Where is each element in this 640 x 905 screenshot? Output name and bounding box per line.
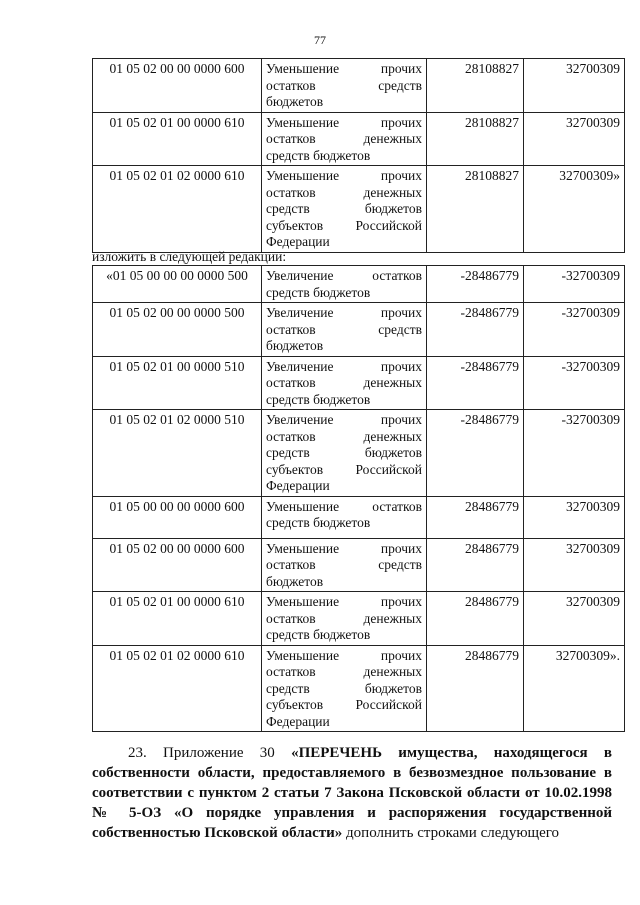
amount-year-1: 28108827	[427, 112, 524, 166]
amount-year-1: 28486779	[427, 538, 524, 592]
budget-item-name: Увеличение прочих остатков денежных средств бюджетов субъектов Российской Федерации	[262, 410, 427, 497]
table-row	[93, 496, 625, 538]
budget-item-name: Уменьшение прочих остатков денежных средств бюджетов субъектов Российской Федерации	[262, 645, 427, 732]
budget-item-name: Увеличение остатков средств бюджетов	[262, 266, 427, 303]
amount-year-1: 28108827	[427, 59, 524, 113]
amount-year-2: 32700309	[524, 592, 625, 646]
budget-item-name: Уменьшение прочих остатков денежных средств бюджетов субъектов Российской Федерации	[262, 166, 427, 253]
budget-item-name: Уменьшение прочих остатков денежных средств бюджетов	[262, 112, 427, 166]
budget-code: 01 05 02 01 00 0000 510	[93, 356, 262, 410]
budget-code: 01 05 02 01 00 0000 610	[93, 112, 262, 166]
table-row	[93, 112, 625, 166]
budget-item-name: Увеличение прочих остатков средств бюджетов	[262, 303, 427, 357]
table-row	[93, 592, 625, 646]
amount-year-2: 32700309».	[524, 645, 625, 732]
amount-year-2: 32700309»	[524, 166, 625, 253]
amount-year-1: -28486779	[427, 266, 524, 303]
amount-year-2: -32700309	[524, 303, 625, 357]
amount-year-1: 28486779	[427, 592, 524, 646]
amount-year-1: -28486779	[427, 303, 524, 357]
budget-table-new	[92, 265, 625, 732]
table-row	[93, 356, 625, 410]
budget-item-name: Уменьшение прочих остатков средств бюджетов	[262, 59, 427, 113]
amount-year-2: 32700309	[524, 112, 625, 166]
paragraph-tail: дополнить строками следующего	[346, 825, 560, 841]
page-number: 77	[314, 33, 326, 47]
table-row	[93, 645, 625, 732]
amount-year-2: -32700309	[524, 410, 625, 497]
amount-year-1: -28486779	[427, 410, 524, 497]
amount-year-2: 32700309	[524, 59, 625, 113]
amount-year-1: -28486779	[427, 356, 524, 410]
budget-code: 01 05 02 01 02 0000 510	[93, 410, 262, 497]
budget-code: 01 05 00 00 00 0000 600	[93, 496, 262, 538]
budget-table-old	[92, 58, 625, 253]
budget-code: 01 05 02 00 00 0000 500	[93, 303, 262, 357]
amount-year-2: -32700309	[524, 356, 625, 410]
budget-code: «01 05 00 00 00 0000 500	[93, 266, 262, 303]
table-row	[93, 266, 625, 303]
budget-code: 01 05 02 01 00 0000 610	[93, 592, 262, 646]
budget-code: 01 05 02 00 00 0000 600	[93, 59, 262, 113]
budget-item-name: Уменьшение остатков средств бюджетов	[262, 496, 427, 538]
amount-year-1: 28486779	[427, 645, 524, 732]
paragraph-number: 23.	[128, 745, 147, 761]
table-row	[93, 410, 625, 497]
table-row	[93, 538, 625, 592]
table-row	[93, 166, 625, 253]
budget-code: 01 05 02 01 02 0000 610	[93, 166, 262, 253]
budget-code: 01 05 02 01 02 0000 610	[93, 645, 262, 732]
budget-item-name: Уменьшение прочих остатков средств бюджетов	[262, 538, 427, 592]
amount-year-1: 28486779	[427, 496, 524, 538]
table-row	[93, 59, 625, 113]
budget-code: 01 05 02 00 00 0000 600	[93, 538, 262, 592]
caption-text: изложить в следующей редакции:	[92, 249, 287, 264]
amount-year-2: -32700309	[524, 266, 625, 303]
document-title-bold: «ПЕРЕЧЕНЬ имущества, находящегося в собственности области, предоставляемого в безвозмездное пользование в соответствии с пунктом 2 статьи 7 Закона Псковской области от 10.02.1998 № 5-ОЗ «О порядке управления и распоряжения государственной собственностью Псковской области»	[92, 745, 613, 841]
table-row	[93, 303, 625, 357]
paragraph-intro: Приложение 30	[163, 745, 275, 761]
budget-item-name: Уменьшение прочих остатков денежных средств бюджетов	[262, 592, 427, 646]
amount-year-1: 28108827	[427, 166, 524, 253]
amount-year-2: 32700309	[524, 496, 625, 538]
amendment-paragraph	[92, 743, 612, 843]
budget-item-name: Увеличение прочих остатков денежных средств бюджетов	[262, 356, 427, 410]
amount-year-2: 32700309	[524, 538, 625, 592]
